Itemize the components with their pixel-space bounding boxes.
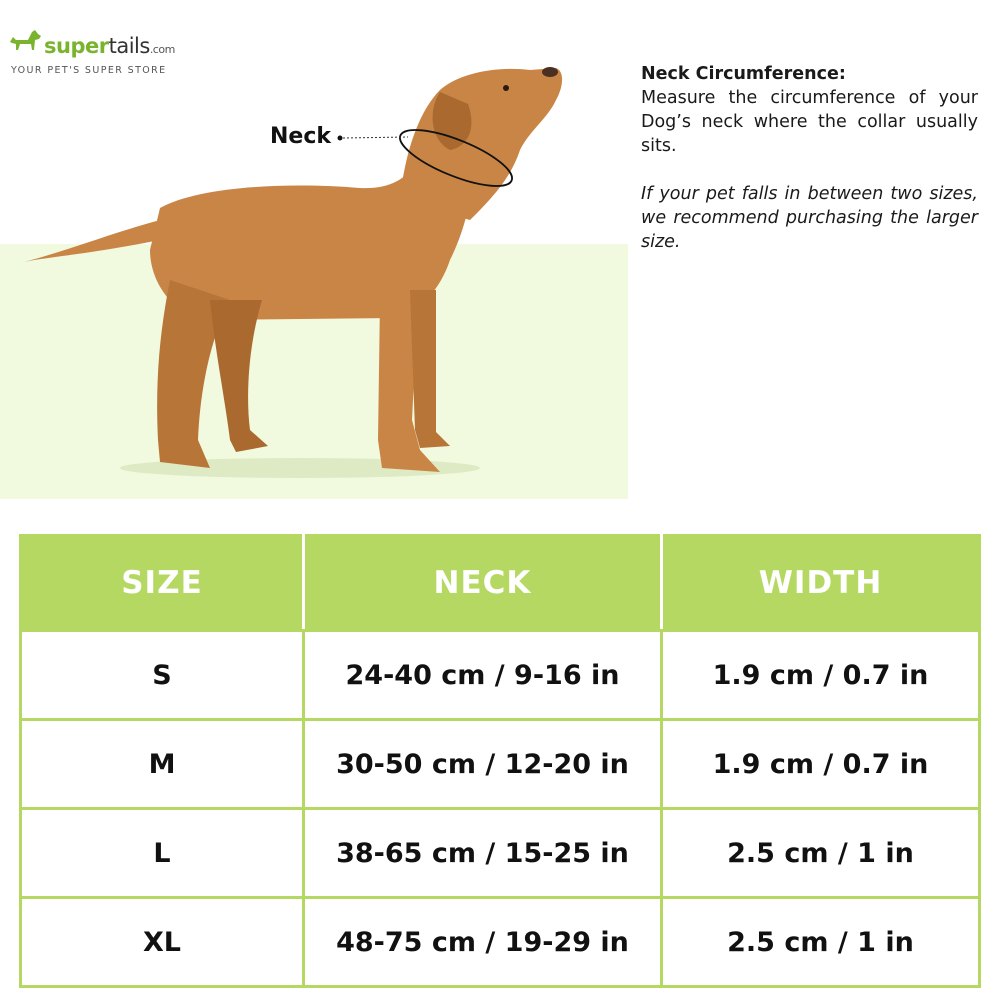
- size-cell: M: [21, 720, 304, 809]
- measurement-instructions: [641, 62, 978, 254]
- width-cell: 1.9 cm / 0.7 in: [662, 631, 980, 720]
- column-header-neck: NECK: [304, 536, 662, 631]
- dog-silhouette-icon: [8, 28, 42, 58]
- neck-cell: 24-40 cm / 9-16 in: [304, 631, 662, 720]
- table-row: [21, 898, 980, 987]
- instructions-note: If your pet falls in between two sizes, we recommend purchasing the larger size.: [641, 184, 978, 252]
- width-cell: 1.9 cm / 0.7 in: [662, 720, 980, 809]
- table-header-row: [21, 536, 980, 631]
- brand-tagline: YOUR PET'S SUPER STORE: [11, 65, 167, 76]
- brand-wordmark: supertails.com: [44, 34, 175, 58]
- size-cell: L: [21, 809, 304, 898]
- neck-cell: 48-75 cm / 19-29 in: [304, 898, 662, 987]
- neck-cell: 38-65 cm / 15-25 in: [304, 809, 662, 898]
- size-cell: S: [21, 631, 304, 720]
- table-row: [21, 720, 980, 809]
- column-header-width: WIDTH: [662, 536, 980, 631]
- width-cell: 2.5 cm / 1 in: [662, 809, 980, 898]
- table-row: [21, 809, 980, 898]
- table-row: [21, 631, 980, 720]
- size-chart-table: [19, 534, 981, 988]
- neck-cell: 30-50 cm / 12-20 in: [304, 720, 662, 809]
- instructions-title: Neck Circumference:: [641, 64, 846, 84]
- instructions-body: Measure the circumference of your Dog’s neck where the collar usually sits.: [641, 88, 978, 156]
- width-cell: 2.5 cm / 1 in: [662, 898, 980, 987]
- column-header-size: SIZE: [21, 536, 304, 631]
- neck-label: Neck: [270, 124, 332, 149]
- size-cell: XL: [21, 898, 304, 987]
